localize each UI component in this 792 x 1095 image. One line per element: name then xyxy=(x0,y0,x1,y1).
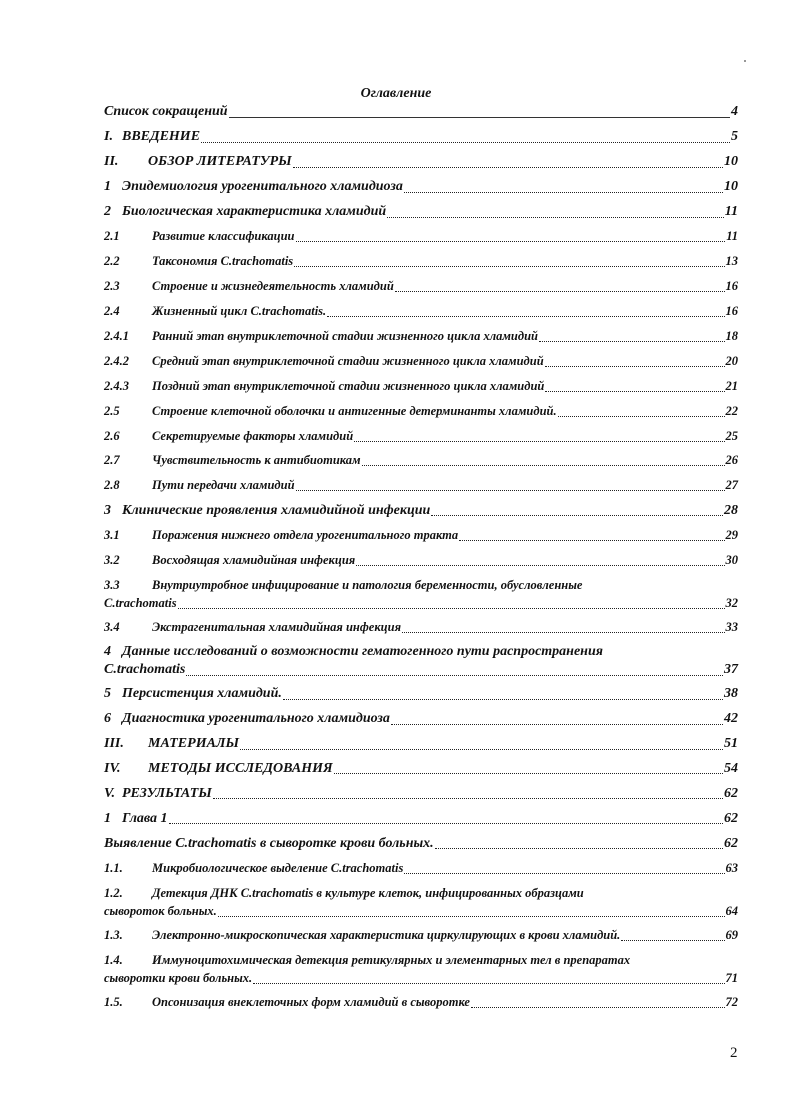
entry-title: Список сокращений xyxy=(104,104,228,120)
dot-leader xyxy=(240,749,723,750)
entry-title: Клинические проявления хламидийной инфекции xyxy=(122,502,431,518)
entry-number: 3.4 xyxy=(104,619,120,634)
entry-page: 37 xyxy=(724,661,738,677)
toc-entry[interactable] xyxy=(104,100,738,125)
toc-entry[interactable] xyxy=(104,990,738,1015)
toc-entry[interactable] xyxy=(104,399,738,424)
dot-leader xyxy=(621,940,724,941)
entry-number: 1.3. xyxy=(104,927,123,942)
toc-entry[interactable] xyxy=(104,324,738,349)
toc-entry-line xyxy=(104,951,738,969)
entry-number: II. xyxy=(104,154,119,170)
entry-page: 30 xyxy=(725,552,738,567)
toc-entry-line xyxy=(104,594,738,612)
entry-page: 64 xyxy=(725,903,738,918)
entry-title: Детекция ДНК C.trachomatis в культуре клеток, инфицированных образцами xyxy=(152,885,584,900)
toc-entry[interactable] xyxy=(104,473,738,498)
entry-page: 10 xyxy=(724,179,738,195)
toc-entry[interactable] xyxy=(104,615,738,640)
toc-entry-line xyxy=(104,861,738,876)
dot-leader xyxy=(404,873,724,874)
entry-title: Пути передачи хламидий xyxy=(152,478,295,493)
toc-entry-line xyxy=(104,761,738,777)
entry-page: 62 xyxy=(724,810,738,826)
entry-title: Секретируемые факторы хламидий xyxy=(152,428,354,443)
entry-title-continued: сывороток больных. xyxy=(104,903,217,918)
dot-leader xyxy=(294,266,724,267)
entry-number: 3.3 xyxy=(104,577,120,592)
toc-entry[interactable] xyxy=(104,682,738,707)
entry-title: Данные исследований о возможности гематогенного пути распространения xyxy=(122,643,603,659)
toc-entry[interactable] xyxy=(104,349,738,374)
toc-entry-line xyxy=(104,154,738,170)
dot-leader xyxy=(213,798,723,799)
toc-entry[interactable] xyxy=(104,831,738,856)
toc-entry[interactable] xyxy=(104,299,738,324)
toc-entry-line xyxy=(104,786,738,802)
entry-title: Опсонизация внеклеточных форм хламидий в сыворотке xyxy=(152,994,470,1009)
toc-entry-line xyxy=(104,478,738,493)
toc-entry-line xyxy=(104,969,738,987)
entry-title: ВВЕДЕНИЕ xyxy=(122,129,201,145)
entry-title: Поздний этап внутриклеточной стадии жизненного цикла хламидий xyxy=(152,378,545,393)
toc-entry-line xyxy=(104,902,738,920)
toc-entry[interactable] xyxy=(104,732,738,757)
entry-title: Внутриутробное инфицирование и патология беременности, обусловленные xyxy=(152,577,583,592)
toc-entry-line xyxy=(104,884,738,902)
entry-title: Таксономия C.trachomatis xyxy=(152,254,294,269)
dot-leader xyxy=(354,441,724,442)
entry-title: Экстрагенитальная хламидийная инфекция xyxy=(152,619,402,634)
entry-number: 2.4.2 xyxy=(104,353,129,368)
entry-title: Строение клеточной оболочки и антигенные детерминанты хламидий. xyxy=(152,403,557,418)
dot-leader xyxy=(169,823,723,824)
entry-title-continued: C.trachomatis xyxy=(104,661,186,677)
entry-number: 5 xyxy=(104,686,111,702)
dot-leader xyxy=(539,341,725,342)
entry-number: 1 xyxy=(104,810,111,826)
entry-number: 1.4. xyxy=(104,952,123,967)
toc-entry[interactable] xyxy=(104,548,738,573)
toc-entry[interactable] xyxy=(104,707,738,732)
entry-page: 51 xyxy=(724,736,738,752)
dot-leader xyxy=(391,724,723,725)
entry-number: 3.1 xyxy=(104,528,120,543)
entry-page: 21 xyxy=(725,378,738,393)
toc-entry-line xyxy=(104,179,738,195)
toc-entry-line xyxy=(104,995,738,1010)
dot-leader xyxy=(459,540,724,541)
page-number: 2 xyxy=(730,1045,738,1061)
toc-entry-line xyxy=(104,453,738,468)
entry-title: Глава 1 xyxy=(122,810,168,826)
entry-number: 2.4.3 xyxy=(104,378,129,393)
dot-leader xyxy=(387,217,724,218)
toc-entry-line xyxy=(104,643,738,661)
entry-title: Развитие классификации xyxy=(152,229,295,244)
entry-page: 72 xyxy=(725,994,738,1009)
toc-entry-line xyxy=(104,661,738,679)
entry-page: 26 xyxy=(725,453,738,468)
entry-number: IV. xyxy=(104,760,121,776)
entry-number: 3 xyxy=(104,502,111,518)
dot-leader xyxy=(253,983,724,984)
entry-page: 25 xyxy=(725,428,738,443)
toc-entry[interactable] xyxy=(104,781,738,806)
toc-entry-line xyxy=(104,711,738,727)
dot-leader xyxy=(471,1007,725,1008)
toc-entry[interactable] xyxy=(104,948,738,990)
entry-page: 32 xyxy=(725,595,738,610)
dot-leader xyxy=(362,465,725,466)
entry-page: 10 xyxy=(724,154,738,170)
dot-leader xyxy=(186,675,723,676)
toc-entry[interactable] xyxy=(104,640,738,682)
entry-page: 22 xyxy=(725,403,738,418)
entry-title: Диагностика урогенитального хламидиоза xyxy=(122,711,390,727)
entry-title: Выявление C.trachomatis в сыворотке крови больных. xyxy=(104,835,434,851)
entry-page: 16 xyxy=(725,279,738,294)
dot-leader xyxy=(356,565,724,566)
entry-number: I. xyxy=(104,129,113,145)
toc-entry[interactable] xyxy=(104,125,738,150)
entry-number: 2.2 xyxy=(104,254,120,269)
toc-entry[interactable] xyxy=(104,150,738,175)
toc-entry[interactable] xyxy=(104,573,738,615)
entry-title: Иммуноцитохимическая детекция ретикулярных и элементарных тел в препаратах xyxy=(152,952,631,967)
entry-number: 1 xyxy=(104,179,111,195)
entry-title: Персистенция хламидий. xyxy=(122,686,282,702)
dot-leader xyxy=(558,416,725,417)
entry-title: РЕЗУЛЬТАТЫ xyxy=(122,785,212,801)
toc-entry-line xyxy=(104,129,738,145)
toc-entry[interactable] xyxy=(104,274,738,299)
toc-entry-line xyxy=(104,204,738,220)
toc-entry-line xyxy=(104,104,738,120)
toc-entry-line xyxy=(104,503,738,519)
dot-leader xyxy=(178,608,725,609)
entry-page: 18 xyxy=(725,328,738,343)
toc-entry-line xyxy=(104,928,738,943)
toc-entry[interactable] xyxy=(104,424,738,449)
toc-entry[interactable] xyxy=(104,881,738,923)
entry-title-continued: сыворотки крови больных. xyxy=(104,970,253,985)
entry-page: 13 xyxy=(725,254,738,269)
toc-entry-line xyxy=(104,576,738,594)
toc-entry-line xyxy=(104,354,738,369)
entry-title: Эпидемиология урогенитального хламидиоза xyxy=(122,179,403,195)
dot-leader xyxy=(296,241,726,242)
toc-entry-line xyxy=(104,304,738,319)
entry-number: 2.5 xyxy=(104,403,120,418)
entry-number: 6 xyxy=(104,711,111,727)
entry-number: 2.8 xyxy=(104,478,120,493)
entry-number: 2.1 xyxy=(104,229,120,244)
entry-title: Чувствительность к антибиотикам xyxy=(152,453,361,468)
toc-entry-line xyxy=(104,254,738,269)
toc-entry[interactable] xyxy=(104,756,738,781)
entry-page: 28 xyxy=(724,502,738,518)
line-leader xyxy=(229,117,730,118)
entry-number: 2.4 xyxy=(104,304,120,319)
entry-number: 3.2 xyxy=(104,552,120,567)
dot-leader xyxy=(431,515,723,516)
dot-leader xyxy=(293,167,723,168)
toc-entry-line xyxy=(104,736,738,752)
entry-page: 71 xyxy=(725,970,738,985)
toc-entry-line xyxy=(104,229,738,244)
entry-page: 63 xyxy=(725,860,738,875)
dot-leader xyxy=(296,490,725,491)
toc-entry-line xyxy=(104,404,738,419)
toc-entry[interactable] xyxy=(104,448,738,473)
dot-leader xyxy=(395,291,725,292)
toc-entry-line xyxy=(104,329,738,344)
entry-title: МАТЕРИАЛЫ xyxy=(148,736,240,752)
dot-leader xyxy=(435,848,723,849)
entry-page: 54 xyxy=(724,760,738,776)
entry-page: 62 xyxy=(724,835,738,851)
dot-leader xyxy=(402,632,724,633)
entry-page: 11 xyxy=(726,229,738,244)
table-of-contents xyxy=(104,100,738,1015)
toc-entry-line xyxy=(104,836,738,852)
entry-page: 62 xyxy=(724,785,738,801)
dot-leader xyxy=(283,699,723,700)
entry-title: Жизненный цикл C.trachomatis. xyxy=(152,304,327,319)
entry-number: 1.2. xyxy=(104,885,123,900)
entry-title: Строение и жизнедеятельность хламидий xyxy=(152,279,394,294)
scan-speck xyxy=(744,60,746,62)
entry-number: 2.3 xyxy=(104,279,120,294)
toc-entry-line xyxy=(104,553,738,568)
entry-page: 38 xyxy=(724,686,738,702)
entry-title: Биологическая характеристика хламидий xyxy=(122,204,387,219)
entry-title: Ранний этап внутриклеточной стадии жизненного цикла хламидий xyxy=(152,328,538,343)
entry-number: 2 xyxy=(104,204,111,219)
dot-leader xyxy=(218,916,725,917)
entry-number: 2.4.1 xyxy=(104,328,129,343)
entry-page: 33 xyxy=(725,619,738,634)
entry-page: 69 xyxy=(725,927,738,942)
dot-leader xyxy=(327,316,724,317)
entry-page: 27 xyxy=(725,478,738,493)
toc-entry[interactable] xyxy=(104,498,738,523)
toc-entry-line xyxy=(104,429,738,444)
entry-page: 16 xyxy=(725,304,738,319)
toc-entry[interactable] xyxy=(104,523,738,548)
entry-number: 1.5. xyxy=(104,994,123,1009)
dot-leader xyxy=(404,192,723,193)
toc-entry-line xyxy=(104,279,738,294)
toc-entry-line xyxy=(104,686,738,702)
entry-number: 2.6 xyxy=(104,428,120,443)
entry-title: Восходящая хламидийная инфекция xyxy=(152,552,356,567)
entry-page: 11 xyxy=(724,204,738,219)
dot-leader xyxy=(545,366,725,367)
dot-leader xyxy=(545,391,724,392)
entry-title: МЕТОДЫ ИССЛЕДОВАНИЯ xyxy=(148,760,333,776)
toc-entry[interactable] xyxy=(104,806,738,831)
dot-leader xyxy=(201,142,730,143)
entry-number: 2.7 xyxy=(104,453,120,468)
toc-entry-line xyxy=(104,379,738,394)
entry-title: ОБЗОР ЛИТЕРАТУРЫ xyxy=(148,154,292,170)
toc-entry[interactable] xyxy=(104,175,738,200)
toc-entry[interactable] xyxy=(104,224,738,249)
toc-entry[interactable] xyxy=(104,856,738,881)
entry-title: Средний этап внутриклеточной стадии жизненного цикла хламидий xyxy=(152,353,544,368)
dot-leader xyxy=(334,773,723,774)
entry-title-continued: C.trachomatis xyxy=(104,595,177,610)
entry-number: V. xyxy=(104,785,116,801)
toc-entry[interactable] xyxy=(104,374,738,399)
entry-page: 20 xyxy=(725,353,738,368)
entry-page: 29 xyxy=(725,528,738,543)
toc-entry-line xyxy=(104,528,738,543)
toc-title: Оглавление xyxy=(360,86,432,101)
entry-number: 1.1. xyxy=(104,860,123,875)
toc-entry[interactable] xyxy=(104,923,738,948)
toc-entry-line xyxy=(104,620,738,635)
entry-title: Поражения нижнего отдела урогенитального тракта xyxy=(152,528,459,543)
toc-entry-line xyxy=(104,811,738,827)
entry-page: 5 xyxy=(731,129,738,145)
toc-entry[interactable] xyxy=(104,249,738,274)
entry-number: III. xyxy=(104,736,124,752)
entry-page: 4 xyxy=(731,104,738,120)
entry-title: Микробиологическое выделение C.trachomatis xyxy=(152,860,404,875)
entry-number: 4 xyxy=(104,643,111,659)
toc-entry[interactable] xyxy=(104,200,738,225)
entry-page: 42 xyxy=(724,711,738,727)
entry-title: Электронно-микроскопическая характеристика циркулирующих в крови хламидий. xyxy=(152,927,621,942)
